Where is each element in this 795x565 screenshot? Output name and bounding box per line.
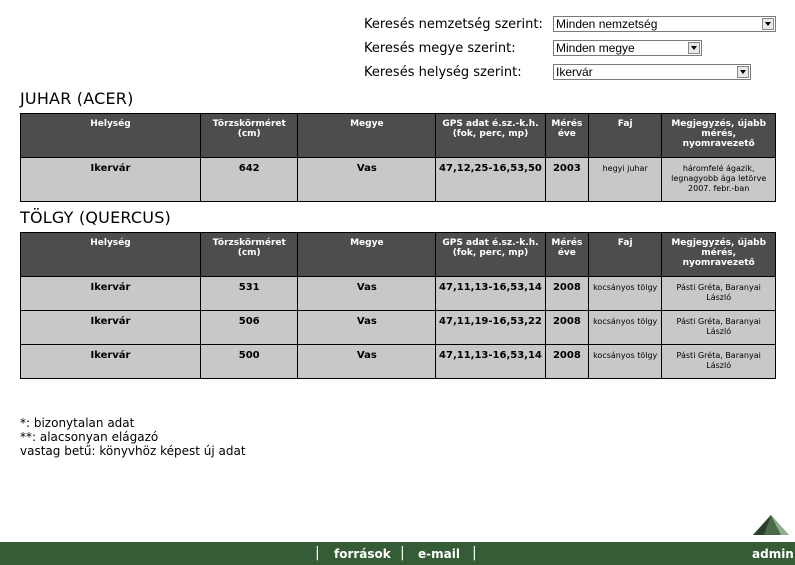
cell-year: 2008 — [545, 311, 588, 345]
footer-separator: | — [315, 545, 320, 561]
chevron-down-icon[interactable] — [737, 66, 749, 78]
section-title-acer: JUHAR (ACER) — [20, 89, 134, 108]
column-header: Mérés éve — [545, 233, 588, 277]
legend-bold-new: vastag betű: könyvhöz képest új adat — [20, 444, 246, 458]
cell-gps: 47,11,13-16,53,14 — [436, 277, 546, 311]
cell-locality: Ikervár — [21, 345, 201, 379]
footer-separator: | — [400, 545, 405, 561]
footer-bar — [0, 542, 795, 565]
column-header: Helység — [21, 114, 201, 158]
table-row — [21, 277, 776, 311]
cell-note: Pásti Gréta, Baranyai László — [662, 277, 776, 311]
column-header: Megjegyzés, újabb mérés, nyomravezető — [662, 114, 776, 158]
column-header: Faj — [588, 233, 661, 277]
footer-link-email[interactable]: e-mail — [418, 547, 460, 561]
cell-locality: Ikervár — [21, 158, 201, 202]
filter-county-label: Keresés megye szerint: — [364, 41, 516, 56]
filter-locality-label: Keresés helység szerint: — [364, 65, 522, 80]
cell-girth: 506 — [200, 311, 298, 345]
table-header-row — [21, 114, 776, 158]
filter-locality-select[interactable] — [553, 64, 751, 80]
column-header: GPS adat é.sz.-k.h. (fok, perc, mp) — [436, 114, 546, 158]
cell-girth: 531 — [200, 277, 298, 311]
column-header: Helység — [21, 233, 201, 277]
cell-year: 2008 — [545, 277, 588, 311]
cell-note: Pásti Gréta, Baranyai László — [662, 311, 776, 345]
filter-locality-value: Ikervár — [556, 65, 593, 79]
filter-genus-value: Minden nemzetség — [556, 17, 658, 31]
cell-species: hegyi juhar — [588, 158, 661, 202]
table-row — [21, 345, 776, 379]
cell-year: 2008 — [545, 345, 588, 379]
column-header: Törzskörméret (cm) — [200, 114, 298, 158]
cell-year: 2003 — [545, 158, 588, 202]
filter-county-select[interactable] — [553, 40, 702, 56]
column-header: Megjegyzés, újabb mérés, nyomravezető — [662, 233, 776, 277]
legend-low-branching: **: alacsonyan elágazó — [20, 430, 159, 444]
cell-species: kocsányos tölgy — [588, 311, 661, 345]
cell-girth: 500 — [200, 345, 298, 379]
cell-locality: Ikervár — [21, 277, 201, 311]
filter-genus-label: Keresés nemzetség szerint: — [364, 17, 543, 32]
acer-table — [20, 113, 776, 202]
column-header: Faj — [588, 114, 661, 158]
column-header: GPS adat é.sz.-k.h. (fok, perc, mp) — [436, 233, 546, 277]
chevron-down-icon[interactable] — [688, 42, 700, 54]
cell-county: Vas — [298, 345, 436, 379]
cell-gps: 47,11,13-16,53,14 — [436, 345, 546, 379]
triangle-up-icon[interactable] — [752, 514, 790, 536]
footer-separator: | — [472, 545, 477, 561]
section-title-quercus: TÖLGY (QUERCUS) — [20, 208, 171, 227]
quercus-table — [20, 232, 776, 379]
cell-girth: 642 — [200, 158, 298, 202]
cell-county: Vas — [298, 158, 436, 202]
filter-county-value: Minden megye — [556, 41, 635, 55]
column-header: Mérés éve — [545, 114, 588, 158]
column-header: Megye — [298, 114, 436, 158]
legend-uncertain: *: bizonytalan adat — [20, 416, 135, 430]
cell-gps: 47,12,25-16,53,50 — [436, 158, 546, 202]
cell-note: háromfelé ágazik, legnagyobb ága letörve 2007. febr.-ban — [662, 158, 776, 202]
column-header: Törzskörméret (cm) — [200, 233, 298, 277]
table-header-row — [21, 233, 776, 277]
cell-note: Pásti Gréta, Baranyai László — [662, 345, 776, 379]
filter-genus-select[interactable] — [553, 16, 776, 32]
table-row — [21, 158, 776, 202]
cell-gps: 47,11,19-16,53,22 — [436, 311, 546, 345]
admin-link[interactable]: admin — [752, 547, 794, 561]
cell-county: Vas — [298, 277, 436, 311]
cell-species: kocsányos tölgy — [588, 277, 661, 311]
chevron-down-icon[interactable] — [762, 18, 774, 30]
table-row — [21, 311, 776, 345]
cell-county: Vas — [298, 311, 436, 345]
cell-species: kocsányos tölgy — [588, 345, 661, 379]
column-header: Megye — [298, 233, 436, 277]
cell-locality: Ikervár — [21, 311, 201, 345]
footer-link-sources[interactable]: források — [334, 547, 391, 561]
legend — [20, 416, 246, 458]
